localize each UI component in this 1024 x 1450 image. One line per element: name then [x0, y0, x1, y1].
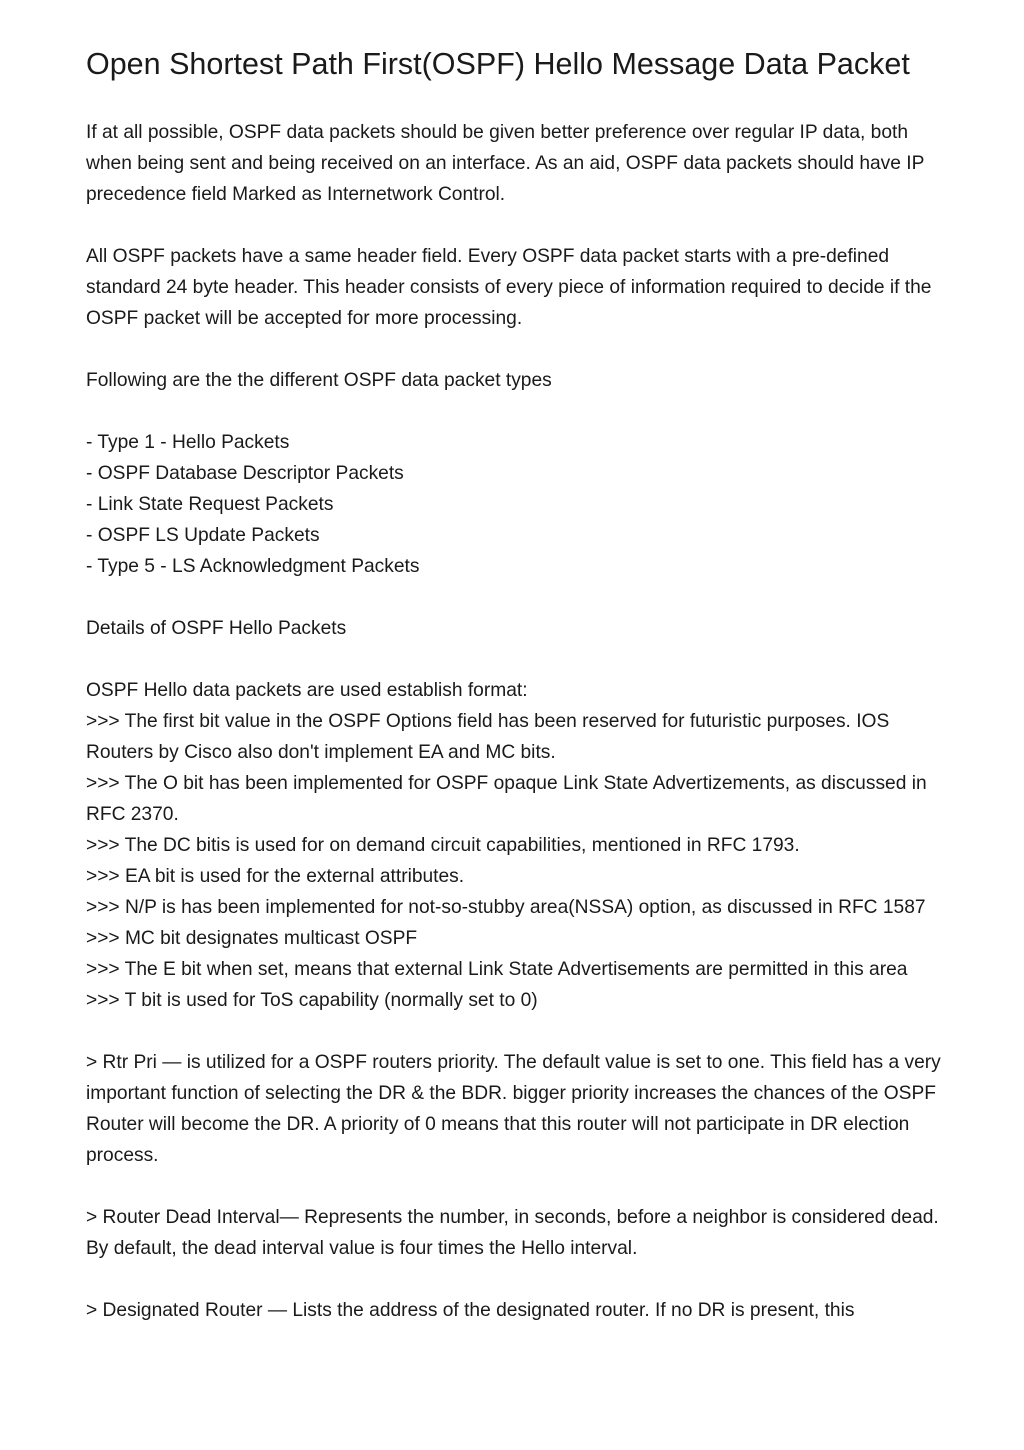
list-item: - Type 1 - Hello Packets: [86, 432, 290, 453]
list-item: - Link State Request Packets: [86, 494, 334, 515]
list-item: - Type 5 - LS Acknowledgment Packets: [86, 556, 420, 577]
document-title: Open Shortest Path First(OSPF) Hello Message Data Packet: [86, 47, 910, 81]
rtr-pri-paragraph: > Rtr Pri — is utilized for a OSPF routers priority. The default value is set to one. This field has a very important function of selecting the DR & the BDR. bigger priority increases the chances of the OSPF Router will become the DR. A priority of 0 means that this router will not participate in DR election process.: [86, 1052, 941, 1166]
hello-intro: OSPF Hello data packets are used establish format:: [86, 680, 528, 701]
intro-paragraph-3: Following are the the different OSPF data packet types: [86, 370, 552, 391]
list-item: >>> The DC bitis is used for on demand circuit capabilities, mentioned in RFC 1793.: [86, 835, 800, 856]
details-heading: Details of OSPF Hello Packets: [86, 618, 347, 639]
designated-router-paragraph: > Designated Router — Lists the address of the designated router. If no DR is present, this: [86, 1300, 855, 1321]
list-item: - OSPF Database Descriptor Packets: [86, 463, 404, 484]
intro-paragraph-1: If at all possible, OSPF data packets should be given better preference over regular IP data, both when being sent and being received on an interface. As an aid, OSPF data packets should have IP precedence field Marked as Internetwork Control.: [86, 122, 925, 205]
document-page: [86, 44, 946, 1357]
list-item: >>> N/P is has been implemented for not-so-stubby area(NSSA) option, as discussed in RFC 1587: [86, 897, 926, 918]
list-item: >>> T bit is used for ToS capability (normally set to 0): [86, 990, 538, 1011]
intro-paragraph-2: All OSPF packets have a same header field. Every OSPF data packet starts with a pre-defined standard 24 byte header. This header consists of every piece of information required to decide if the OSPF packet will be accepted for more processing.: [86, 246, 932, 329]
dead-interval-paragraph: > Router Dead Interval— Represents the number, in seconds, before a neighbor is considered dead. By default, the dead interval value is four times the Hello interval.: [86, 1207, 939, 1259]
list-item: >>> The O bit has been implemented for OSPF opaque Link State Advertizements, as discussed in RFC 2370.: [86, 773, 927, 825]
list-item: - OSPF LS Update Packets: [86, 525, 320, 546]
hello-bits-list: [86, 675, 946, 1016]
list-item: >>> The first bit value in the OSPF Options field has been reserved for futuristic purposes. IOS Routers by Cisco also don't implement EA and MC bits.: [86, 711, 890, 763]
list-item: >>> The E bit when set, means that external Link State Advertisements are permitted in this area: [86, 959, 908, 980]
packet-types-list: [86, 427, 946, 582]
list-item: >>> EA bit is used for the external attributes.: [86, 866, 465, 887]
list-item: >>> MC bit designates multicast OSPF: [86, 928, 418, 949]
